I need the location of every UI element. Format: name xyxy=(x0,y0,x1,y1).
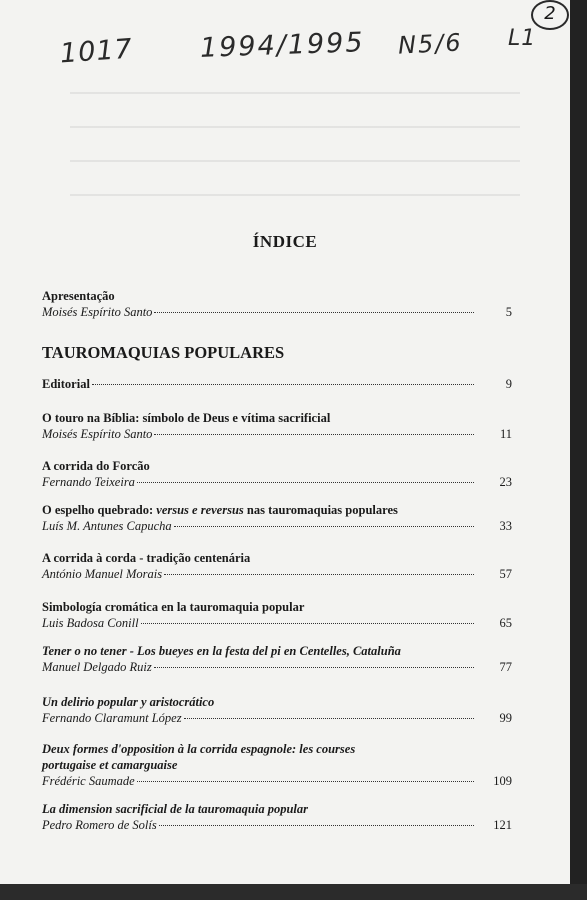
handwritten-years: 1994/1995 xyxy=(199,27,366,64)
entry-page: 11 xyxy=(499,427,512,441)
leader-dots xyxy=(184,717,474,719)
index-title: ÍNDICE xyxy=(252,232,318,251)
entry-title: Tener o no tener - Los bueyes en la festa del pi en Centelles, Cataluña xyxy=(42,644,401,658)
entry-author: Luis Badosa Conill xyxy=(42,616,139,630)
entry-title-emphasis: versus e reversus xyxy=(156,503,244,517)
toc-entry xyxy=(42,741,512,789)
entry-page: 5 xyxy=(505,305,512,319)
entry-author: Moisés Espírito Santo xyxy=(42,305,153,319)
entry-title-part: nas tauromaquias populares xyxy=(243,503,398,517)
entry-title: Un delirio popular y aristocrático xyxy=(42,695,215,709)
entry-page: 109 xyxy=(493,774,512,788)
toc-entry xyxy=(42,801,512,833)
handwritten-number: 1017 xyxy=(59,33,134,70)
leader-dots xyxy=(154,433,474,435)
entry-author: Moisés Espírito Santo xyxy=(42,427,153,441)
entry-author: Fernando Teixeira xyxy=(42,475,135,489)
entry-page: 121 xyxy=(493,818,512,832)
toc-entry-editorial xyxy=(42,376,512,392)
toc-entry xyxy=(42,458,512,490)
entry-title: A corrida à corda - tradição centenária xyxy=(42,551,251,565)
toc-entry-apresentacao xyxy=(42,288,512,320)
leader-dots xyxy=(141,622,474,624)
leader-dots xyxy=(137,780,474,782)
entry-author: António Manuel Morais xyxy=(42,567,163,581)
handwritten-circled-number: 2 xyxy=(531,0,569,30)
entry-page: 9 xyxy=(505,377,512,391)
entry-author: Luís M. Antunes Capucha xyxy=(42,519,172,533)
toc-entry xyxy=(42,502,512,534)
toc-entry xyxy=(42,410,512,442)
entry-title: Deux formes d'opposition à la corrida espagnole: les courses xyxy=(42,742,356,756)
entry-title: Apresentação xyxy=(42,289,115,303)
entry-title-part: O espelho quebrado: xyxy=(42,503,157,517)
scan-edge-right xyxy=(570,0,587,900)
entry-page: 99 xyxy=(499,711,512,725)
handwritten-issue: N5/6 xyxy=(397,28,464,60)
entry-author: Pedro Romero de Solís xyxy=(42,818,157,832)
entry-author: Frédéric Saumade xyxy=(42,774,135,788)
bleed-through-shadow xyxy=(70,78,520,228)
entry-page: 23 xyxy=(499,475,512,489)
leader-dots xyxy=(92,383,474,385)
toc-entry xyxy=(42,550,512,582)
entry-title: Simbología cromática en la tauromaquia popular xyxy=(42,600,305,614)
leader-dots xyxy=(174,525,474,527)
entry-title: Editorial xyxy=(42,377,90,391)
entry-author: Manuel Delgado Ruiz xyxy=(42,660,152,674)
entry-title: A corrida do Forcão xyxy=(42,459,150,473)
leader-dots xyxy=(154,311,474,313)
entry-page: 57 xyxy=(499,567,512,581)
leader-dots xyxy=(159,824,474,826)
entry-title: O touro na Bíblia: símbolo de Deus e vítima sacrificial xyxy=(42,411,331,425)
leader-dots xyxy=(164,573,474,575)
leader-dots xyxy=(154,666,474,668)
toc-entry xyxy=(42,599,512,631)
scan-edge-bottom xyxy=(0,884,587,900)
entry-author: Fernando Claramunt López xyxy=(42,711,182,725)
section-title: TAUROMAQUIAS POPULARES xyxy=(42,343,285,362)
handwritten-mark: L1 xyxy=(508,26,537,51)
entry-page: 33 xyxy=(499,519,512,533)
toc-entry xyxy=(42,643,512,675)
entry-title-continued: portugaise et camarguaise xyxy=(42,758,178,772)
entry-page: 77 xyxy=(499,660,512,674)
toc-entry xyxy=(42,694,512,726)
leader-dots xyxy=(137,481,474,483)
entry-title: La dimension sacrificial de la tauromaquia popular xyxy=(42,802,308,816)
entry-page: 65 xyxy=(499,616,512,630)
entry-title xyxy=(42,502,512,518)
